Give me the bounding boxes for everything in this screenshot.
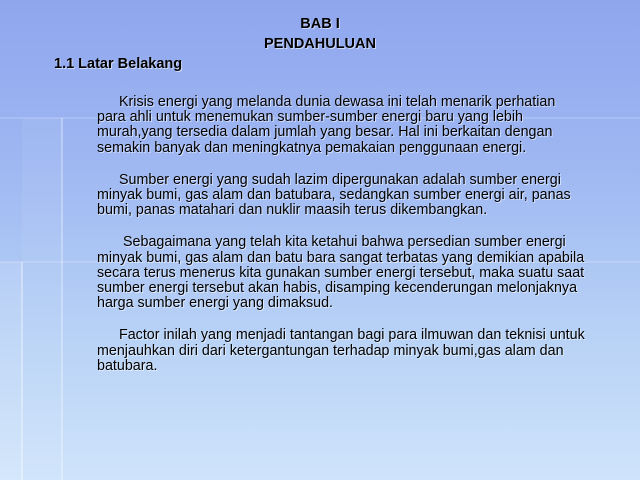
body-text <box>97 95 587 374</box>
paragraph-4: Factor inilah yang menjadi tantangan bagi para ilmuwan dan teknisi untuk menjauhkan diri dari ketergantungan terhadap minyak bumi,gas alam dan batubara. <box>97 327 585 374</box>
paragraph-2: Sumber energi yang sudah lazim dipergunakan adalah sumber energi minyak bumi, gas alam dan batubara, sedangkan sumber energi air, panas bumi, panas matahari dan nuklir maasih terus dikembangkan. <box>97 171 571 219</box>
section-heading: 1.1 Latar Belakang <box>54 56 183 72</box>
chapter-title: PENDAHULUAN <box>264 36 376 52</box>
chapter-label: BAB I <box>300 16 340 32</box>
paragraph-1: Krisis energi yang melanda dunia dewasa ini telah menarik perhatian para ahli untuk menemukan sumber-sumber energi baru yang lebih murah,yang tersedia dalam jumlah yang besar. Hal ini berkaitan dengan semakin banyak dan meningkatnya pemakaian penggunaan energi. <box>97 94 556 156</box>
paragraph-3: Sebagaimana yang telah kita ketahui bahwa persedian sumber energi minyak bumi, gas alam dan batu bara sangat terbatas yang demikian apabila secara terus menerus kita gunakan sumber energi tersebut, maka suatu saat sumber energi tersebut akan habis, disamping kecenderungan melonjaknya harga sumber energi yang dimaksud. <box>97 234 585 312</box>
slide-title <box>0 14 640 54</box>
